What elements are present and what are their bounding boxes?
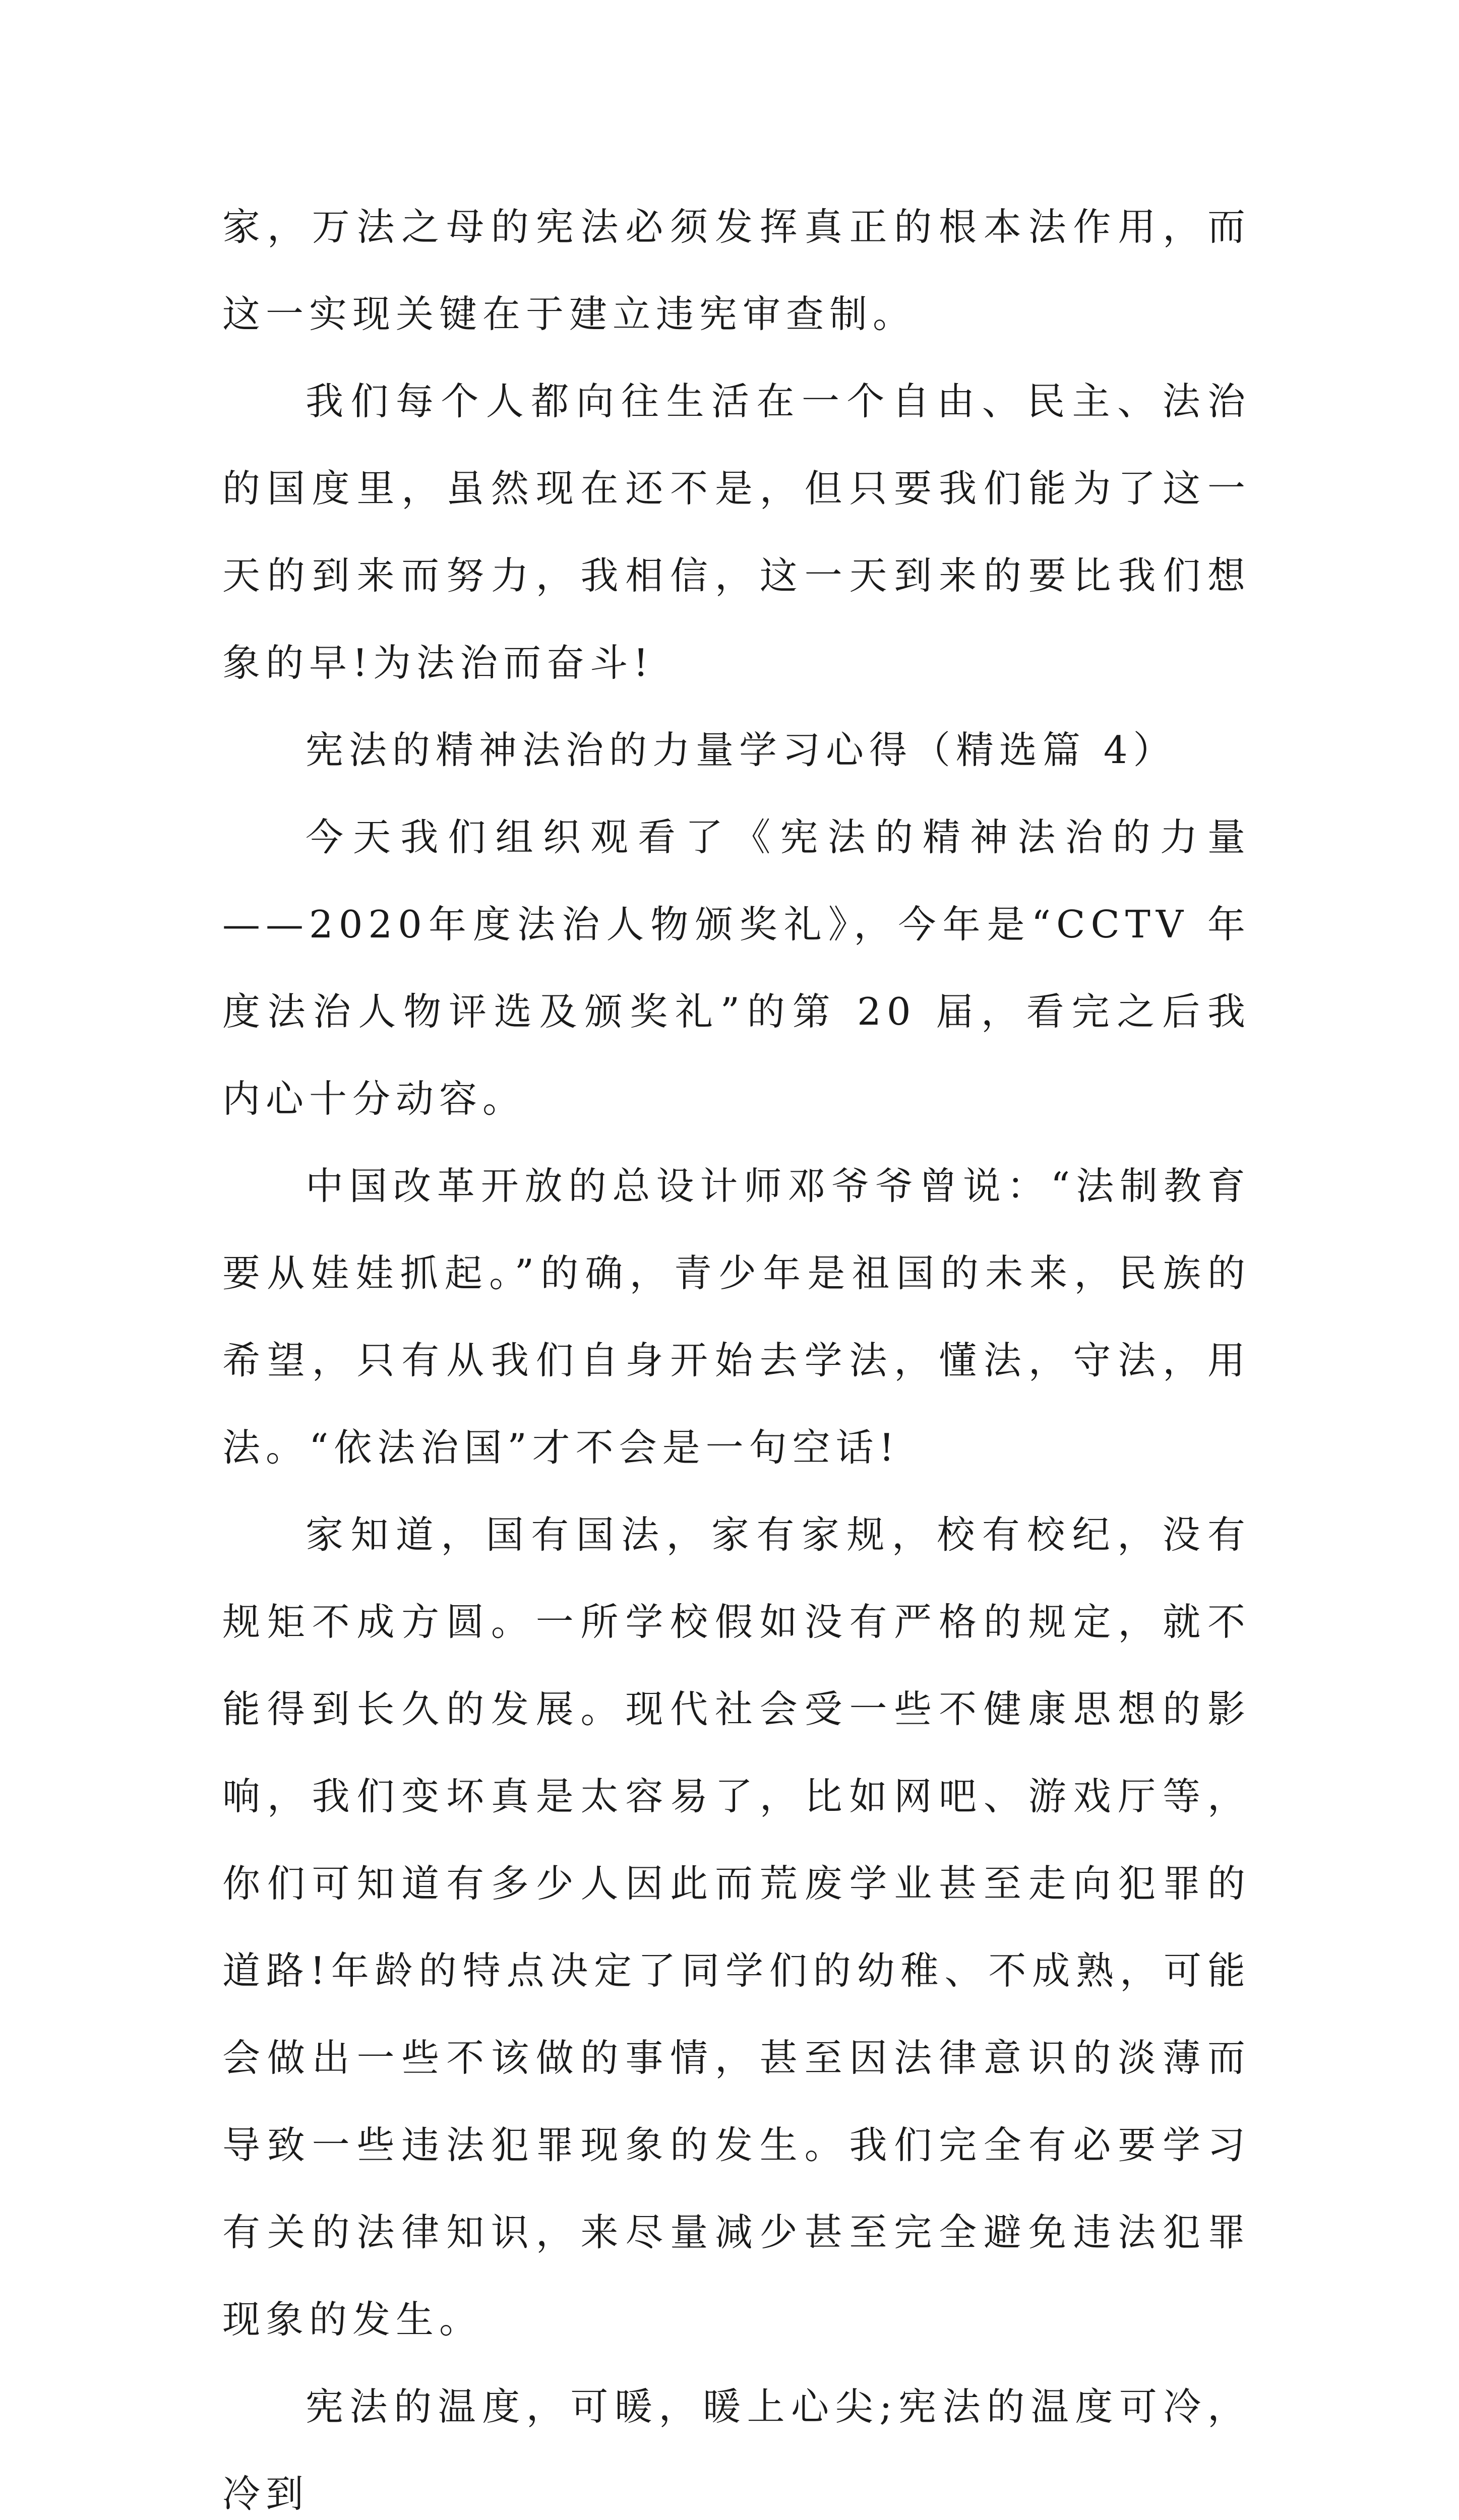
section-heading: 宪法的精神法治的力量学习心得（精选篇 4） — [306, 728, 1177, 772]
paragraph-6: 宪法的温度，可暖，暖上心尖;宪法的温度可冷，冷到 — [222, 2384, 1251, 2516]
paragraph-4: 中国改革开放的总设计师邓爷爷曾说：“法制教育要从娃娃抓起。”的确，青少年是祖国的未来，民族的希望，只有从我们自身开始去学法，懂法，守法，用法。“依法治国”才不会是一句空话! — [222, 1164, 1251, 1470]
paragraph-2: 我们每个人都向往生活在一个自由、民主、法治的国度里，虽然现在还不是，但只要我们能为了这一天的到来而努力，我相信，这一天到来的要比我们想象的早!为法治而奋斗! — [222, 379, 1251, 685]
paragraph-1: 家，万法之母的宪法必须发挥真正的根本法作用，而这一实现关键在于建立违宪审查制。 — [222, 205, 1251, 336]
paragraph-3: 今天我们组织观看了《宪法的精神法治的力量——2020年度法治人物颁奖礼》，今年是“CCTV 年度法治人物评选及颁奖礼”的第 20 届，看完之后我内心十分动容。 — [222, 815, 1251, 1121]
paragraph-5: 家知道，国有国法，家有家规，校有校纪，没有规矩不成方圆。一所学校假如没有严格的规定，就不能得到长久的发展。现代社会受一些不健康思想的影响，我们变坏真是太容易了，比如网吧、游戏厅等，你们可知道有多少人因此而荒废学业甚至走向犯罪的道路!年龄的特点决定了同学们的幼稚、不成熟，可能会做出一些不该做的事情，甚至因法律意识的淡薄而导致一些违法犯罪现象的发生。我们完全有必要学习有关的法律知识，来尽量减少甚至完全避免违法犯罪现象的发生。 — [222, 1513, 1251, 2342]
document-body — [222, 183, 1251, 2520]
